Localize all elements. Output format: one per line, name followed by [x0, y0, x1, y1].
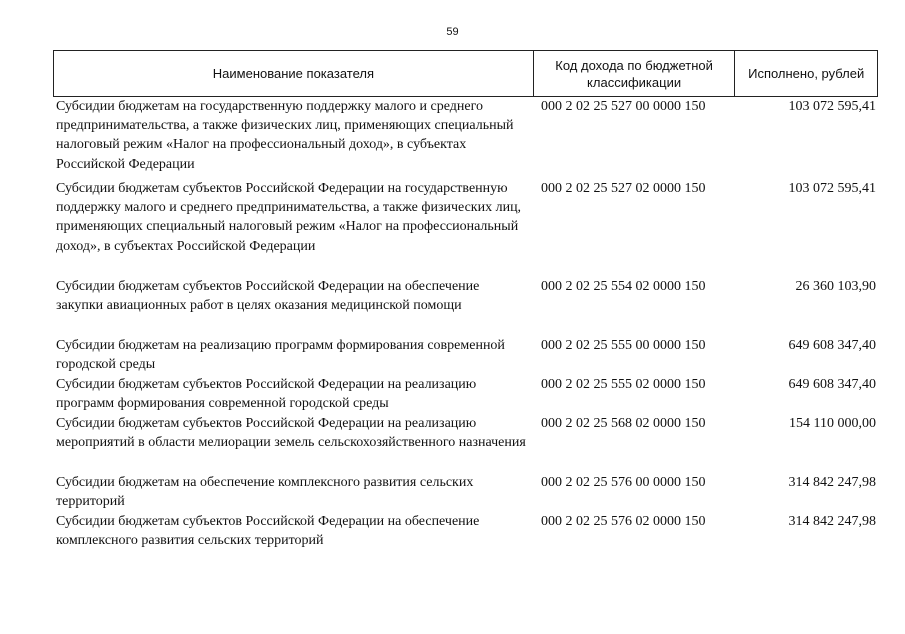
row-indicator-name: Субсидии бюджетам субъектов Российской Федерации на обеспечение закупки авиационных работ в целях оказания медицинской помощи — [56, 279, 480, 314]
header-budget-code: Код дохода по бюджетной классификации — [533, 51, 735, 96]
row-executed-amount: 103 072 595,41 — [788, 181, 876, 196]
row-budget-code: 000 2 02 25 568 02 0000 150 — [541, 416, 706, 431]
table-row — [53, 375, 878, 414]
revenue-table — [53, 50, 878, 551]
row-executed-amount: 649 608 347,40 — [788, 377, 876, 392]
row-budget-code: 000 2 02 25 555 02 0000 150 — [541, 377, 706, 392]
page-number: 59 — [446, 26, 459, 38]
row-budget-code: 000 2 02 25 555 00 0000 150 — [541, 338, 706, 353]
table-header — [53, 50, 878, 97]
row-indicator-name: Субсидии бюджетам субъектов Российской Федерации на реализацию программ формирования современной городской среды — [56, 377, 477, 412]
header-executed-amount: Исполнено, рублей — [734, 51, 877, 96]
row-indicator-name: Субсидии бюджетам субъектов Российской Федерации на государственную поддержку малого и среднего предпринимательства, а также физических лиц, применяющих специальный налоговый режим «Налог на профессиональный доход», в субъектах Российской Федерации — [56, 181, 522, 254]
row-executed-amount: 26 360 103,90 — [795, 279, 876, 294]
row-indicator-name: Субсидии бюджетам на реализацию программ формирования современной городской среды — [56, 338, 505, 373]
row-budget-code: 000 2 02 25 576 00 0000 150 — [541, 475, 706, 490]
table-row — [53, 336, 878, 375]
table-row — [53, 277, 878, 336]
row-indicator-name: Субсидии бюджетам на государственную поддержку малого и среднего предпринимательства, а также физических лиц, применяющих специальный налоговый режим «Налог на профессиональный доход», в субъектах Российской Федерации — [56, 99, 514, 172]
row-executed-amount: 314 842 247,98 — [788, 514, 876, 529]
table-row — [53, 414, 878, 473]
row-executed-amount: 649 608 347,40 — [788, 338, 876, 353]
row-budget-code: 000 2 02 25 527 00 0000 150 — [541, 99, 706, 114]
row-budget-code: 000 2 02 25 576 02 0000 150 — [541, 514, 706, 529]
row-budget-code: 000 2 02 25 554 02 0000 150 — [541, 279, 706, 294]
table-row — [53, 512, 878, 551]
table-row — [53, 97, 878, 179]
row-executed-amount: 154 110 000,00 — [789, 416, 876, 431]
row-indicator-name: Субсидии бюджетам субъектов Российской Федерации на обеспечение комплексного развития сельских территорий — [56, 514, 480, 549]
row-executed-amount: 314 842 247,98 — [788, 475, 876, 490]
table-row — [53, 179, 878, 277]
row-indicator-name: Субсидии бюджетам на обеспечение комплексного развития сельских территорий — [56, 475, 474, 510]
row-budget-code: 000 2 02 25 527 02 0000 150 — [541, 181, 706, 196]
row-executed-amount: 103 072 595,41 — [788, 99, 876, 114]
row-indicator-name: Субсидии бюджетам субъектов Российской Федерации на реализацию мероприятий в области мелиорации земель сельскохозяйственного назначения — [56, 416, 526, 451]
header-indicator-name: Наименование показателя — [212, 66, 374, 81]
table-row — [53, 473, 878, 512]
